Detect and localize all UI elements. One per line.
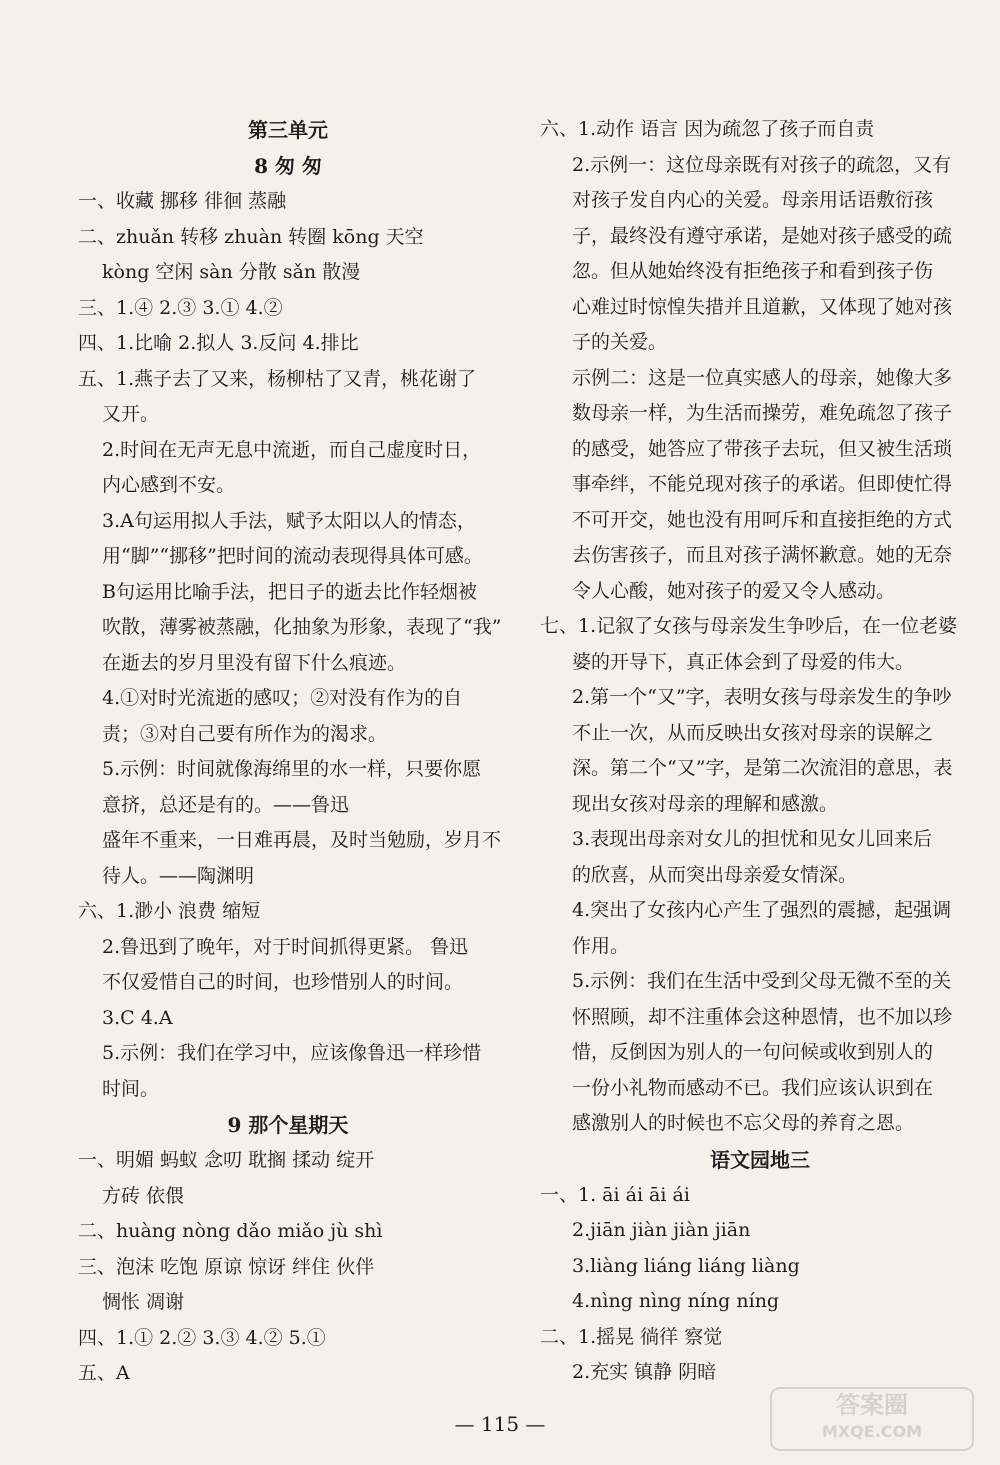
answer-line: 又开。 (102, 403, 160, 425)
answer-line: 感激别人的时候也不忘父母的养育之恩。 (572, 1112, 915, 1134)
answer-line: 三、1.④ 2.③ 3.① 4.② (78, 296, 283, 319)
answer-line: 5.示例：我们在生活中受到父母无微不至的关 (572, 970, 952, 992)
answer-line: 吹散，薄雾被蒸融，化抽象为形象，表现了“我” (102, 616, 502, 638)
watermark-logo (770, 1387, 974, 1451)
answer-line: 去伤害孩子，而且对孩子满怀歉意。她的无奈 (572, 544, 953, 566)
answer-line: 责；③对自己要有所作为的渴求。 (102, 722, 388, 745)
section-heading: 第三单元 (248, 118, 328, 142)
watermark-title: 答案圈 (836, 1391, 908, 1419)
answer-line: 令人心酸，她对孩子的爱又令人感动。 (572, 579, 896, 602)
answer-line: 5.示例：时间就像海绵里的水一样，只要你愿 (102, 758, 482, 780)
answer-line: 2.第一个“又”字，表明女孩与母亲发生的争吵 (572, 686, 952, 708)
answer-line: 七、1.记叙了女孩与母亲发生争吵后，在一位老婆 (540, 615, 958, 637)
answer-line: 意挤，总还是有的。——鲁迅 (102, 793, 350, 816)
answer-line: 3.C 4.A (102, 1006, 173, 1029)
page-number: — 115 — (454, 1412, 546, 1436)
answer-line: 2.时间在无声无息中流逝，而自己虚度时日， (102, 438, 482, 461)
answer-line: 2.示例一：这位母亲既有对孩子的疏忽，又有 (572, 153, 952, 176)
answer-line: 4.nìng nìng níng níng (572, 1290, 780, 1312)
answer-line: 怀照顾，却不注重体会这种恩情，也不加以珍 (572, 1005, 953, 1028)
answer-line: 内心感到不安。 (102, 474, 236, 496)
answer-line: 4.突出了女孩内心产生了强烈的震撼，起强调 (572, 899, 952, 921)
answer-line: 事牵绊，不能兑现对孩子的承诺。但即使忙得 (572, 473, 953, 495)
answer-line: 子的关爱。 (572, 331, 668, 353)
answer-line: 四、1.① 2.② 3.③ 4.② 5.① (78, 1326, 326, 1349)
answer-line: 时间。 (102, 1077, 160, 1100)
answer-line: 一、1. āi ái āi ái (540, 1183, 690, 1206)
answer-line: 示例二：这是一位真实感人的母亲，她像大多 (572, 366, 953, 389)
answer-line: 一份小礼物而感动不已。我们应该认识到在 (572, 1076, 934, 1099)
answer-line: 不仅爱惜自己的时间，也珍惜别人的时间。 (102, 971, 464, 993)
answer-line: 2.鲁迅到了晚年，对于时间抓得更紧。 鲁迅 (102, 935, 469, 958)
answer-line: 方砖 依偎 (102, 1184, 185, 1207)
answer-line: 作用。 (572, 934, 630, 957)
answer-line: 三、泡沫 吃饱 原谅 惊讶 绊住 伙伴 (78, 1255, 375, 1278)
answer-line: 现出女孩对母亲的理解和感激。 (572, 792, 839, 815)
answer-line: 五、1.燕子去了又来，杨柳枯了又青，桃花谢了 (78, 367, 477, 390)
answer-line: 在逝去的岁月里没有留下什么痕迹。 (102, 651, 407, 674)
answer-line: 不止一次，从而反映出女孩对母亲的误解之 (572, 721, 934, 744)
answer-line: 3.A句运用拟人手法，赋予太阳以人的情态， (102, 509, 476, 532)
answer-line: 惆怅 凋谢 (102, 1291, 185, 1313)
left-column (78, 112, 502, 1392)
answer-line: 二、zhuǎn 转移 zhuàn 转圈 kōng 天空 (78, 225, 424, 248)
answer-line: 盛年不重来，一日难再晨，及时当勉励，岁月不 (102, 829, 502, 851)
answer-line: 心难过时惊惶失措并且道歉，又体现了她对孩 (572, 295, 953, 318)
watermark-url: MXQE.COM (821, 1422, 923, 1441)
right-column (540, 112, 980, 1391)
answer-line: 一、收藏 挪移 徘徊 蒸融 (78, 190, 287, 212)
answer-line: B句运用比喻手法，把日子的逝去比作轻烟被 (102, 580, 477, 603)
section-heading: 8 匆 匆 (254, 154, 322, 178)
answer-line: 四、1.比喻 2.拟人 3.反问 4.排比 (78, 332, 359, 354)
answer-line: 3.liàng liáng liáng liàng (572, 1254, 800, 1277)
answer-line: 子，最终没有遵守承诺，是她对孩子感受的疏 (572, 224, 953, 247)
answer-line: 深。第二个“又”字，是第二次流泪的意思，表 (572, 757, 953, 779)
section-heading: 9 那个星期天 (227, 1113, 349, 1137)
answer-line: 的欣喜，从而突出母亲爱女情深。 (572, 863, 858, 886)
answer-line: 一、明媚 蚂蚁 念叨 耽搁 揉动 绽开 (78, 1149, 375, 1171)
answer-line: 婆的开导下，真正体会到了母爱的伟大。 (572, 650, 915, 673)
answer-line: 不可开交，她也没有用呵斥和直接拒绝的方式 (572, 508, 953, 531)
answer-line: 对孩子发自内心的关爱。母亲用话语敷衍孩 (572, 189, 934, 211)
answer-line: 五、A (78, 1362, 130, 1384)
answer-line: 5.示例：我们在学习中，应该像鲁迅一样珍惜 (102, 1042, 482, 1064)
answer-line: 2.充实 镇静 阴暗 (572, 1361, 717, 1383)
answer-line: 数母亲一样，为生活而操劳，难免疏忽了孩子 (572, 402, 953, 424)
section-heading: 语文园地三 (710, 1147, 810, 1172)
answer-line: 4.①对时光流逝的感叹；②对没有作为的自 (102, 687, 463, 709)
answer-line: 2.jiān jiàn jiàn jiān (572, 1219, 751, 1241)
answer-line: 3.表现出母亲对女儿的担忧和见女儿回来后 (572, 828, 933, 850)
answer-line: 六、1.渺小 浪费 缩短 (78, 900, 261, 922)
answer-line: 二、1.摇晃 徜徉 察觉 (540, 1325, 723, 1348)
answer-line: 待人。——陶渊明 (102, 864, 255, 887)
answer-line: 惜，反倒因为别人的一句问候或收到别人的 (572, 1041, 934, 1063)
answer-line: 六、1.动作 语言 因为疏忽了孩子而自责 (540, 118, 875, 140)
answer-line: 用“脚”“挪移”把时间的流动表现得具体可感。 (102, 545, 483, 567)
answer-line: 忽。但从她始终没有拒绝孩子和看到孩子伤 (572, 260, 934, 282)
answer-line: kòng 空闲 sàn 分散 sǎn 散漫 (102, 261, 361, 283)
answer-line: 二、huàng nòng dǎo miǎo jù shì (78, 1220, 383, 1242)
answer-line: 的感受，她答应了带孩子去玩，但又被生活琐 (572, 437, 953, 460)
